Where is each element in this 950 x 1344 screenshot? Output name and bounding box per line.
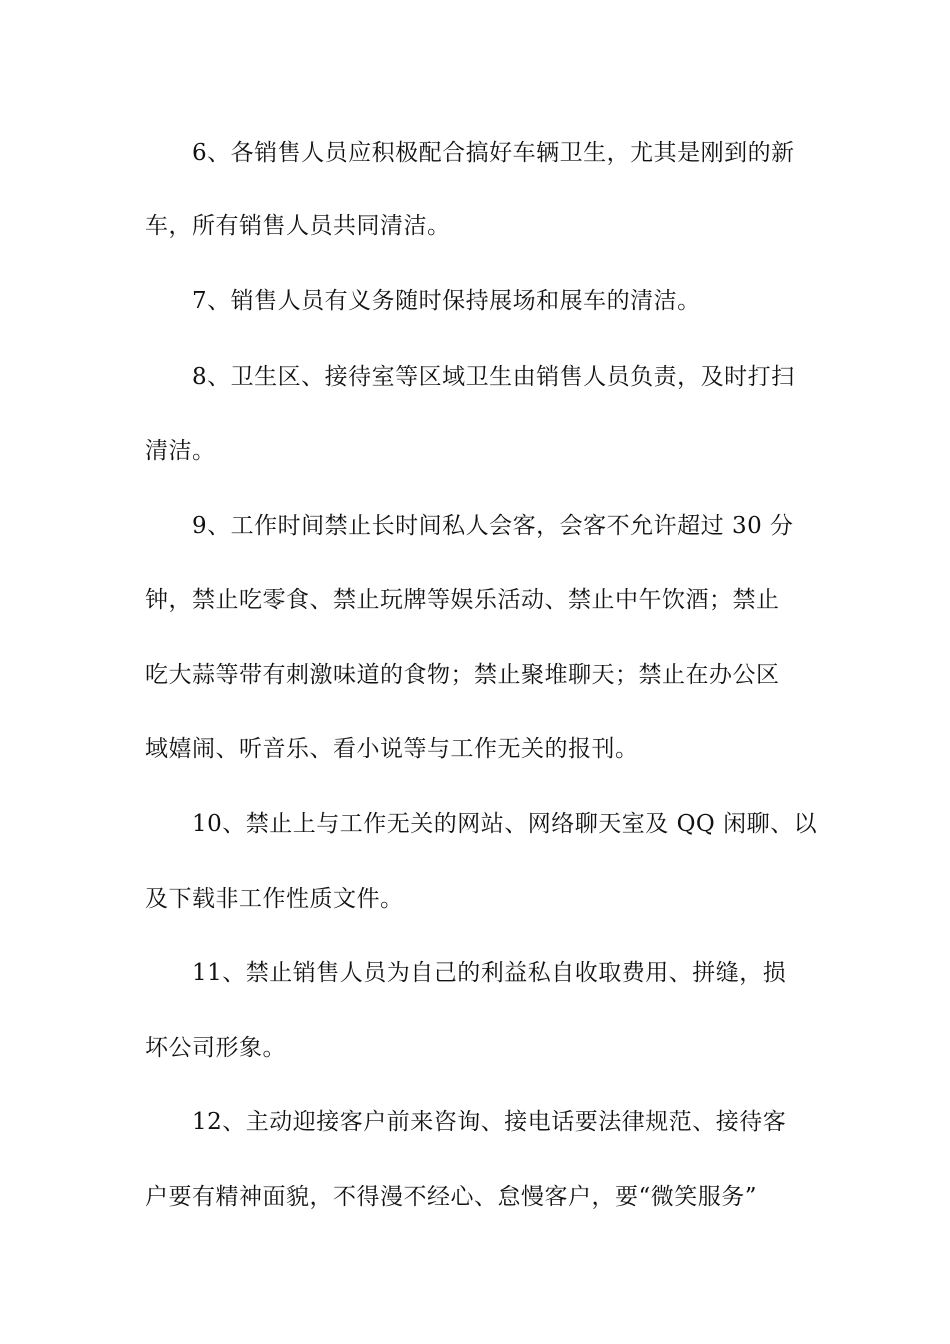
paragraph-line: 6、各销售人员应积极配合搞好车辆卫生，尤其是刚到的新 — [192, 140, 795, 166]
paragraph-line: 域嬉闹、听音乐、看小说等与工作无关的报刊。 — [145, 736, 639, 762]
paragraph-line: 10、禁止上与工作无关的网站、网络聊天室及 QQ 闲聊、以 — [192, 811, 818, 837]
paragraph-line: 户要有精神面貌，不得漫不经心、怠慢客户，要“微笑服务” — [145, 1184, 758, 1210]
paragraph-line: 车，所有销售人员共同清洁。 — [145, 213, 451, 239]
paragraph-line: 坏公司形象。 — [145, 1035, 286, 1061]
paragraph-line: 8、卫生区、接待室等区域卫生由销售人员负责，及时打扫 — [192, 364, 795, 390]
paragraph-line: 清洁。 — [145, 438, 216, 464]
paragraph-line: 7、销售人员有义务随时保持展场和展车的清洁。 — [192, 288, 701, 314]
paragraph-line: 12、主动迎接客户前来咨询、接电话要法律规范、接待客 — [192, 1109, 787, 1135]
paragraph-line: 吃大蒜等带有刺激味道的食物；禁止聚堆聊天；禁止在办公区 — [145, 662, 780, 688]
paragraph-line: 11、禁止销售人员为自己的利益私自收取费用、拼缝，损 — [192, 960, 787, 986]
paragraph-line: 9、工作时间禁止长时间私人会客，会客不允许超过 30 分 — [192, 513, 794, 539]
paragraph-line: 及下载非工作性质文件。 — [145, 886, 404, 912]
paragraph-line: 钟，禁止吃零食、禁止玩牌等娱乐活动、禁止中午饮酒；禁止 — [145, 587, 780, 613]
